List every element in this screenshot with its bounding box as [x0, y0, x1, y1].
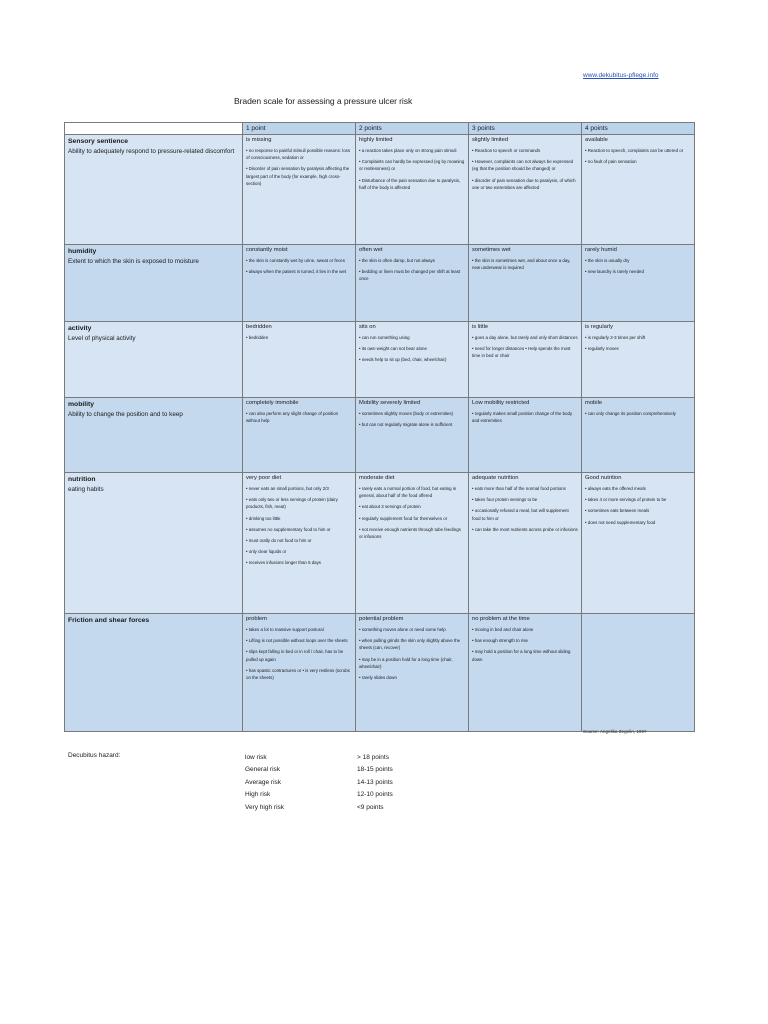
table-row — [65, 245, 695, 322]
risk-points: 14-13 points — [357, 778, 393, 786]
score-cell — [582, 473, 695, 614]
score-level-point: • regularly makes small position change of the body and extremities — [472, 411, 573, 424]
score-level-point: • bedridden — [246, 335, 269, 340]
score-level-point: • may be in a position hold for a long time (chair, wheelchair) — [359, 656, 453, 669]
score-level-point: • always eats the offered meals — [585, 486, 646, 491]
score-level-point: • regularly moves — [585, 346, 619, 352]
score-level-point: • Reaction to speech, complaints can be uttered or — [585, 148, 684, 153]
criterion-name: mobility — [68, 401, 95, 408]
score-cell — [243, 322, 356, 398]
score-level-point: • eat about 3 servings of protein — [359, 504, 421, 510]
criterion-name: humidity — [68, 248, 97, 255]
page-title: Braden scale for assessing a pressure ulcer risk — [234, 96, 413, 106]
criterion-name: Friction and shear forces — [68, 617, 150, 624]
criterion-name: nutrition — [68, 476, 96, 483]
score-level-point: • when pulling grinds the skin only slightly above the sheets (can, recover) — [359, 638, 461, 651]
risk-points: 18-15 points — [357, 766, 393, 774]
table-row — [65, 398, 695, 473]
criterion-description: eating habits — [68, 486, 104, 493]
score-cell — [582, 398, 695, 473]
table-row — [65, 473, 695, 614]
score-cell — [469, 398, 582, 473]
header-blank-cell — [65, 123, 243, 135]
score-level-point: • assumes no supplementary food to him or — [246, 526, 331, 532]
hazard-label: Decubitus hazard: — [68, 752, 121, 759]
score-level-point: • bedding or linen must be changed per shift at least once — [359, 269, 461, 282]
table-row — [65, 135, 695, 245]
score-cell — [356, 473, 469, 614]
score-level-point: • Reaction to speech or commands — [472, 148, 541, 153]
score-level-point: • can also perform any slight change of position without help — [246, 411, 339, 424]
risk-points: <9 points — [357, 803, 384, 811]
score-level-point: • new laundry is rarely needed — [585, 269, 644, 275]
score-level-point: • rarely slides down — [359, 675, 397, 681]
score-level-title: problem — [246, 616, 267, 622]
risk-level: low risk — [245, 754, 267, 761]
source-citation: Source: Angelika Zegelin, 1997 — [583, 729, 647, 734]
score-cell — [356, 614, 469, 732]
score-level-point: • always when the patient is turned, it lies in the wet — [246, 269, 347, 275]
criterion-name: Sensory sentience — [68, 138, 129, 145]
risk-level: High risk — [245, 791, 271, 799]
score-cell — [356, 135, 469, 245]
braden-scale-table — [64, 122, 695, 732]
score-level-title: often wet — [359, 247, 383, 253]
score-level-title: potential problem — [359, 616, 404, 622]
score-level-point: • rarely eats a normal portion of food, but eating in general, about half of the food offered — [359, 486, 457, 499]
score-cell — [243, 245, 356, 322]
score-level-point: • never eats an small portions, but only 2/3 — [246, 486, 329, 491]
criterion-cell — [65, 245, 243, 322]
score-cell — [582, 614, 695, 732]
score-level-point: • only clear liquids or — [246, 549, 287, 555]
header-cell: 1 point — [243, 123, 356, 135]
score-level-title: is regularly — [585, 324, 614, 330]
score-level-title: is missing — [246, 137, 272, 143]
score-level-point: • sometimes slightly moves (body or extremities) — [359, 411, 454, 416]
score-level-title: highly limited — [359, 137, 393, 143]
score-level-point: • no response to painful stimuli possible reasons: loss of consciousness, sedation or — [246, 148, 351, 161]
score-cell — [243, 614, 356, 732]
score-level-title: sometimes wet — [472, 247, 511, 253]
score-cell — [243, 398, 356, 473]
risk-points: > 18 points — [357, 754, 389, 761]
score-level-point: • eats more than half of the normal food portions — [472, 486, 566, 491]
source-url-link[interactable]: www.dekubitus-pflege.info — [583, 72, 659, 79]
score-level-title: rarely humid — [585, 247, 617, 253]
criterion-description: Level of physical activity — [68, 335, 136, 342]
criterion-cell — [65, 322, 243, 398]
criterion-cell — [65, 398, 243, 473]
score-cell — [243, 473, 356, 614]
score-level-point: • moving in bed and chair alone — [472, 627, 534, 632]
score-level-point: • not receive enough nutrients through tube feedings or infusions — [359, 526, 461, 540]
criterion-cell — [65, 473, 243, 614]
score-level-point: • a reaction takes place only on strong pain stimuli — [359, 148, 457, 153]
score-cell — [356, 398, 469, 473]
score-level-title: constantly moist — [246, 247, 288, 253]
score-level-title: sits on — [359, 324, 376, 330]
score-level-point: • occasionally refused a meal, but will supplement food to him or — [472, 508, 569, 521]
score-level-point: • eats only two or less servings of protein (dairy products, fish, meat) — [246, 497, 338, 510]
score-level-point: • can take the most nutrients across probe or infusions — [472, 526, 578, 532]
score-level-point: • the skin is sometimes wet, and about once a day, new underwear is required — [472, 258, 571, 271]
score-level-title: mobile — [585, 400, 603, 406]
risk-level-list — [245, 752, 284, 814]
score-level-point: • something moves alone or need some help — [359, 627, 446, 632]
score-level-point: • is regularly 2-3 times per shift — [585, 335, 646, 340]
header-cell: 2 points — [356, 123, 469, 135]
criterion-cell — [65, 135, 243, 245]
score-level-title: completely immobile — [246, 400, 299, 406]
risk-level: General risk — [245, 766, 281, 774]
header-cell: 4 points — [582, 123, 695, 135]
score-cell — [469, 322, 582, 398]
score-cell — [582, 135, 695, 245]
score-level-title: bedridden — [246, 324, 272, 330]
risk-level: Average risk — [245, 778, 282, 786]
score-level-point: • needs help to sit up (bed, chair, wheelchair) — [359, 357, 447, 363]
score-level-point: • but can not regularly migrate alone is sufficient — [359, 422, 453, 428]
score-level-title: very poor diet — [246, 475, 282, 481]
score-level-point: • can only change its position comprehensively — [585, 411, 676, 416]
score-cell — [356, 322, 469, 398]
score-level-point: • the skin is constantly wet by urine, sweat or feces — [246, 258, 345, 263]
score-level-point: • does not need supplementary food — [585, 519, 656, 525]
risk-points-list — [357, 752, 393, 814]
score-level-point: • goes a day alone, but rarely and only short distances — [472, 335, 578, 340]
table-header-row — [65, 123, 695, 135]
score-cell — [356, 245, 469, 322]
score-level-point: • Complaints can hardly be expressed (eg by moaning or restlessness) or — [359, 159, 465, 172]
risk-points: 12-10 points — [357, 791, 393, 799]
score-level-point: • the skin is usually dry — [585, 258, 630, 263]
score-level-title: is little — [472, 324, 489, 330]
score-level-point: • However, complaints can not always be expressed (eg that the position should be changed) or — [472, 159, 574, 172]
criterion-description: Ability to change the position and to keep — [68, 411, 183, 418]
score-level-point: • Disturbance of the pain sensation due to paralysis, half of the body is affected — [359, 177, 461, 190]
score-level-title: adequate nutrition — [472, 475, 519, 481]
score-level-point: • takes 4 or more servings of protein to be — [585, 497, 667, 503]
score-level-title: Low mobility restricted — [472, 400, 530, 406]
score-cell — [469, 245, 582, 322]
risk-level: Very high risk — [245, 803, 285, 811]
score-level-point: • may hold a position for a long time without sliding down — [472, 649, 571, 662]
score-level-point: • receives infusions longer than 5 days — [246, 560, 322, 566]
score-level-point: • takes a lot to massive support postural — [246, 627, 324, 632]
score-level-point: • takes four protein servings to be — [472, 497, 538, 503]
score-level-point: • no fault of pain sensation — [585, 159, 637, 165]
score-level-point: • need for longer distances • Help spends the most time in bed or chair — [472, 346, 571, 359]
score-cell — [243, 135, 356, 245]
score-level-point: • must orally do not food to him or — [246, 538, 312, 544]
score-level-point: • can run something using — [359, 335, 410, 340]
score-level-title: Good nutrition — [585, 475, 622, 481]
score-level-point: • sometimes eats between meals — [585, 508, 650, 514]
score-level-point: • drinking too little — [246, 515, 281, 521]
criterion-description: Extent to which the skin is exposed to moisture — [68, 258, 199, 265]
criterion-name: activity — [68, 325, 92, 332]
score-level-point: • has enough strength to rise — [472, 638, 528, 644]
score-cell — [469, 135, 582, 245]
score-level-point: • regularly supplement food for themselves or — [359, 515, 448, 521]
score-level-title: available — [585, 137, 608, 143]
score-level-point: • slips kept falling in bed or in roll / chair, has to be pulled up again — [246, 649, 344, 662]
score-level-point: • has spastic contractures or • is very restless (scrubs on the sheets) — [246, 667, 350, 681]
score-cell — [582, 322, 695, 398]
score-cell — [469, 614, 582, 732]
table-row — [65, 322, 695, 398]
score-level-point: • Disorder of pain sensation by paralysis affecting the largest part of the body (for example, high cross-section) — [246, 166, 350, 186]
score-level-point: • the skin is often damp, but not always — [359, 258, 435, 263]
header-cell: 3 points — [469, 123, 582, 135]
score-level-point: • its own weight can not bear alone — [359, 346, 427, 352]
score-level-title: no problem at the time — [472, 616, 530, 622]
score-cell — [469, 473, 582, 614]
score-level-title: Mobility severely limited — [359, 400, 421, 406]
table-row — [65, 614, 695, 732]
score-level-title: slightly limited — [472, 137, 509, 143]
score-level-point: • disorder of pain sensation due to paralysis, of which one or two extremities are affected — [472, 177, 576, 190]
criterion-description: Ability to adequately respond to pressure-related discomfort — [68, 148, 235, 155]
score-cell — [582, 245, 695, 322]
score-level-title: moderate diet — [359, 475, 395, 481]
score-level-point: • Lifting is not possible without loops over the sheets — [246, 638, 348, 644]
criterion-cell — [65, 614, 243, 732]
